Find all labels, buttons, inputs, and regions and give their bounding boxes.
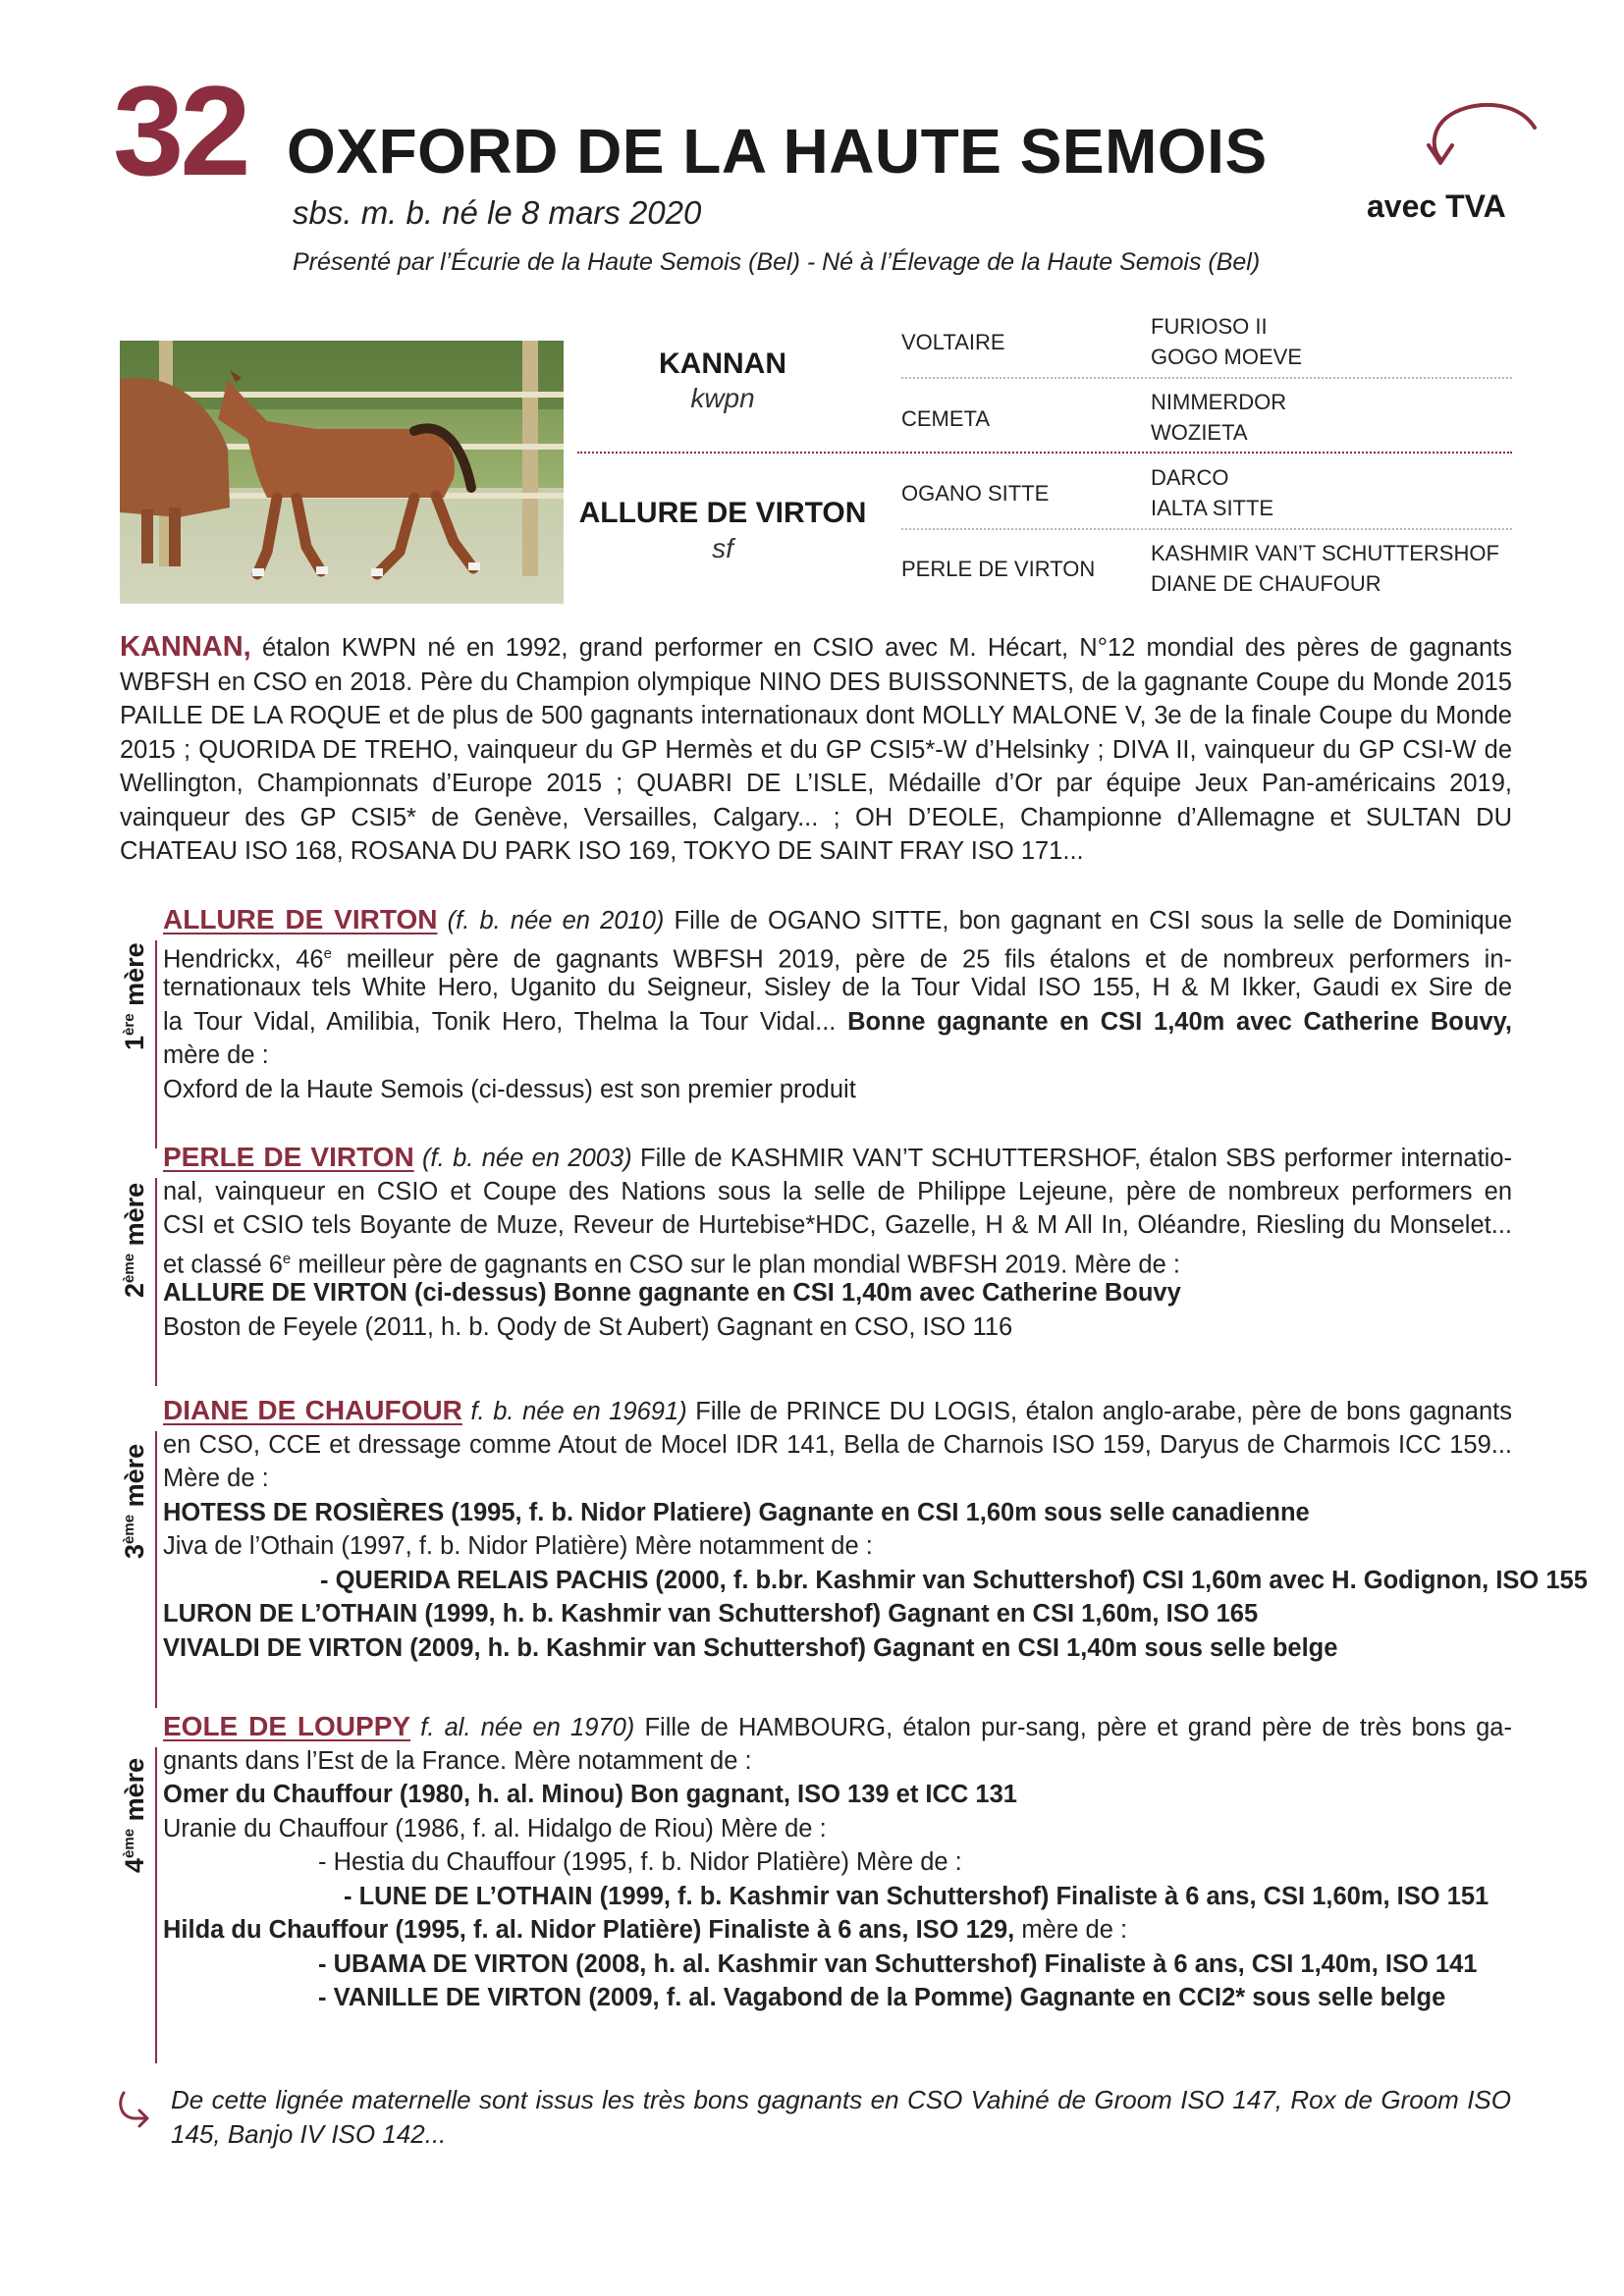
mere-description	[163, 1710, 1512, 2015]
divider	[577, 452, 1512, 454]
dam-studbook: sf	[712, 533, 733, 563]
mere-text-segment: Fille de PRINCE DU LOGIS, étalon anglo-arabe, père de bons gagnants	[686, 1398, 1513, 1425]
mere-generation-label	[120, 1444, 150, 1559]
mere-generation-word: mère	[120, 1443, 149, 1515]
mere-text-line	[163, 1243, 1512, 1277]
curved-arrow-icon	[1419, 98, 1546, 177]
mere-text-segment: HOTESS DE ROSIÈRES (1995, f. b. Nidor Platiere) Gagnante en CSI 1,60m sous selle canadienne	[163, 1498, 1310, 1526]
mere-generation-word: mère	[120, 1182, 149, 1254]
divider	[901, 377, 1512, 379]
dam-sire: OGANO SITTE	[901, 481, 1050, 506]
mere-text-line	[163, 1529, 1512, 1564]
mere-generation-number: 3	[120, 1543, 149, 1559]
mere-text-segment: ALLURE DE VIRTON (ci-dessus) Bonne gagnante en CSI 1,40m avec Catherine Bouvy	[163, 1279, 1181, 1307]
mere-text-line	[163, 1880, 1512, 1914]
horse-name: OXFORD DE LA HAUTE SEMOIS	[287, 116, 1268, 187]
mere-text-segment: la Tour Vidal, Amilibia, Tonik Hero, Thelma la Tour Vidal...	[163, 1007, 848, 1036]
mere-text-line	[163, 971, 1512, 1005]
ordinal-suffix: e	[323, 944, 332, 962]
mere-name: PERLE DE VIRTON	[163, 1142, 414, 1172]
mere-text-line	[163, 1845, 1512, 1880]
mere-birth-info: f. b. née en 19691)	[461, 1398, 687, 1425]
mere-vertical-bar	[155, 940, 157, 1148]
mere-text-segment: Uranie du Chauffour (1986, f. al. Hidalgo de Riou) Mère de :	[163, 1814, 827, 1842]
mere-text-line	[163, 1276, 1512, 1310]
mere-text-segment: - QUERIDA RELAIS PACHIS (2000, f. b.br. Kashmir van Schuttershof) CSI 1,60m avec H. Godignon, ISO 155	[320, 1566, 1588, 1594]
mere-text-line	[163, 1039, 1512, 1073]
mere-generation-word: mère	[120, 1757, 149, 1829]
mere-text-segment: VIVALDI DE VIRTON (2009, h. b. Kashmir van Schuttershof) Gagnant en CSI 1,40m sous selle belge	[163, 1633, 1338, 1662]
mere-birth-info: (f. b. née en 2010)	[437, 907, 665, 934]
mere-birth-info: (f. b. née en 2003)	[413, 1145, 632, 1172]
mere-text-segment: mère de :	[1014, 1916, 1128, 1944]
lot-number: 32	[113, 59, 247, 202]
ancestor-nimmerdor: NIMMERDOR	[1151, 390, 1287, 414]
mere-vertical-bar	[155, 1431, 157, 1708]
mere-text-line	[163, 903, 1512, 937]
presented-by: Présenté par l’Écurie de la Haute Semois (Bel) - Né à l’Élevage de la Haute Semois (Bel)	[293, 248, 1261, 276]
mere-text-segment: Oxford de la Haute Semois (ci-dessus) est son premier produit	[163, 1075, 856, 1103]
mere-text-line	[163, 1744, 1512, 1779]
mere-generation-number: 4	[120, 1857, 149, 1873]
mere-text-segment: - UBAMA DE VIRTON (2008, h. al. Kashmir van Schuttershof) Finaliste à 6 ans, CSI 1,40m, ISO 141	[318, 1949, 1478, 1978]
mere-text-line	[163, 1631, 1512, 1666]
mere-text-segment: nal, vainqueur en CSIO et Coupe des Nations sous la selle de Philippe Lejeune, père de nombreux performers en	[163, 1177, 1512, 1205]
mere-description	[163, 903, 1512, 1106]
ancestor-darco: DARCO	[1151, 465, 1229, 490]
mere-text-segment: - LUNE DE L’OTHAIN (1999, f. b. Kashmir van Schuttershof) Finaliste à 6 ans, CSI 1,60m, ISO 151	[344, 1882, 1489, 1910]
mere-text-line	[163, 1564, 1588, 1598]
mere-generation-label	[120, 942, 150, 1050]
mere-generation-suffix: ème	[121, 1514, 137, 1544]
mere-text-line	[163, 1208, 1512, 1243]
mere-generation-suffix: ème	[121, 1253, 137, 1283]
mere-text-line	[163, 1394, 1512, 1428]
mere-generation-suffix: ème	[121, 1828, 137, 1858]
mere-vertical-bar	[155, 1178, 157, 1386]
dam-dam: PERLE DE VIRTON	[901, 557, 1096, 581]
mere-text-segment: meilleur père de gagnants en CSO sur le plan mondial WBFSH 2019. Mère de :	[291, 1251, 1180, 1278]
sire-sire: VOLTAIRE	[901, 330, 1005, 354]
mere-text-segment: Hendrickx, 46	[163, 945, 324, 973]
mere-generation-suffix: ère	[121, 1013, 137, 1036]
mere-text-segment: gnants dans l’Est de la France. Mère notamment de :	[163, 1746, 752, 1775]
ancestor-ialta-sitte: IALTA SITTE	[1151, 496, 1274, 520]
mere-text-segment: meilleur père de gagnants WBFSH 2019, père de 25 fils étalons et de nombreux performers in-	[331, 945, 1512, 973]
mere-text-segment: Fille de OGANO SITTE, bon gagnant en CSI sous la selle de Dominique	[664, 907, 1512, 934]
mere-text-line	[163, 1948, 1512, 1982]
mere-text-line	[163, 1496, 1512, 1530]
ancestor-wozieta: WOZIETA	[1151, 420, 1248, 445]
mere-description	[163, 1141, 1512, 1344]
mere-text-segment: ternationaux tels White Hero, Uganito du Seigneur, Sisley de la Tour Vidal ISO 155, H & M Ikker, Gaudi ex Sire de	[163, 974, 1512, 1001]
footer-note: De cette lignée maternelle sont issus les très bons gagnants en CSO Vahiné de Groom ISO 147, Rox de Groom ISO 145, Banjo IV ISO 142...	[171, 2085, 1511, 2149]
mere-text-segment: et classé 6	[163, 1251, 283, 1278]
mere-text-segment: LURON DE L’OTHAIN (1999, h. b. Kashmir van Schuttershof) Gagnant en CSI 1,60m, ISO 165	[163, 1600, 1259, 1628]
mere-description	[163, 1394, 1588, 1665]
mere-text-segment: CSI et CSIO tels Boyante de Muze, Reveur de Hurtebise*HDC, Gazelle, H & M All In, Oléandre, Riesling du Monselet...	[163, 1211, 1512, 1239]
sire-name: KANNAN	[659, 347, 786, 380]
mere-text-line	[163, 1073, 1512, 1107]
mere-text-segment: Boston de Feyele (2011, h. b. Qody de St Aubert) Gagnant en CSO, ISO 116	[163, 1312, 1013, 1341]
sire-description-name: KANNAN,	[120, 631, 251, 663]
mere-text-line	[163, 1175, 1512, 1209]
mere-generation-label	[120, 1183, 150, 1298]
mere-text-line	[163, 1778, 1512, 1812]
mere-text-line	[163, 1710, 1512, 1744]
mere-text-line	[163, 1597, 1512, 1631]
mere-name: ALLURE DE VIRTON	[163, 904, 438, 934]
mere-text-line	[163, 1310, 1512, 1345]
ancestor-diane: DIANE DE CHAUFOUR	[1151, 571, 1381, 596]
mere-text-line	[163, 1812, 1512, 1846]
mere-text-segment: Bonne gagnante en CSI 1,40m avec Catherine Bouvy,	[847, 1007, 1512, 1036]
mere-text-segment: Fille de KASHMIR VAN’T SCHUTTERSHOF, étalon SBS performer internatio-	[631, 1145, 1512, 1172]
mere-name: EOLE DE LOUPPY	[163, 1711, 411, 1741]
mere-text-line	[163, 937, 1512, 972]
mere-generation-number: 2	[120, 1282, 149, 1298]
mere-text-line	[163, 1913, 1512, 1948]
sire-description-text: étalon KWPN né en 1992, grand performer en CSIO avec M. Hécart, N°12 mondial des pères de gagnants WBFSH en CSO en 2018. Père du Champion olympique NINO DES BUISSONNETS, de la gagnante Coupe du Monde 2015 PAILLE DE LA ROQUE et de plus de 500 gagnants internationaux dont MOLLY MALONE V, 3e de la finale Coupe du Monde 2015 ; QUORIDA DE TREHO, vainqueur du GP Hermès et du GP CSI5*-W d’Helsinky ; DIVA II, vainqueur du GP CSI-W de Wellington, Championnats d’Europe 2015 ; QUABRI DE L’ISLE, Médaille d’Or par équipe Jeux Pan-américains 2019, vainqueur des GP CSI5* de Genève, Versailles, Calgary... ; OH D’EOLE, Championne d’Allemagne et SULTAN DU CHATEAU ISO 168, ROSANA DU PARK ISO 169, TOKYO DE SAINT FRAY ISO 171...	[120, 634, 1512, 865]
mere-text-segment: mère de :	[163, 1041, 269, 1069]
mere-text-segment: - Hestia du Chauffour (1995, f. b. Nidor Platière) Mère de :	[318, 1848, 962, 1876]
sire-studbook: kwpn	[690, 383, 755, 413]
sire-dam: CEMETA	[901, 406, 991, 431]
mere-birth-info: f. al. née en 1970)	[410, 1714, 635, 1741]
divider	[901, 528, 1512, 530]
ancestor-gogo-moeve: GOGO MOEVE	[1151, 345, 1303, 369]
curved-arrow-down-right-icon	[116, 2089, 155, 2128]
mere-text-segment: - VANILLE DE VIRTON (2009, f. al. Vagabond de la Pomme) Gagnante en CCI2* sous selle belge	[318, 1984, 1446, 2011]
mere-generation-word: mère	[120, 942, 149, 1014]
mere-text-line	[163, 1981, 1512, 2015]
mere-text-segment: Mère de :	[163, 1465, 269, 1492]
mere-text-line	[163, 1141, 1512, 1175]
mere-vertical-bar	[155, 1747, 157, 2063]
ancestor-kashmir: KASHMIR VAN’T SCHUTTERSHOF	[1151, 541, 1499, 565]
mere-text-line	[163, 1428, 1512, 1463]
sire-description	[120, 630, 1512, 869]
horse-photo	[120, 341, 564, 604]
mere-text-segment: Omer du Chauffour (1980, h. al. Minou) Bon gagnant, ISO 139 et ICC 131	[163, 1781, 1017, 1808]
mere-text-segment: Jiva de l’Othain (1997, f. b. Nidor Platière) Mère notamment de :	[163, 1532, 873, 1560]
horse-subtitle: sbs. m. b. né le 8 mars 2020	[293, 194, 702, 231]
mere-text-segment: Hilda du Chauffour (1995, f. al. Nidor Platière) Finaliste à 6 ans, ISO 129,	[163, 1916, 1015, 1944]
mere-generation-number: 1	[120, 1035, 149, 1050]
ordinal-suffix: e	[282, 1250, 292, 1267]
mere-text-segment: Fille de HAMBOURG, étalon pur-sang, père et grand père de très bons ga-	[634, 1714, 1512, 1741]
mere-generation-label	[120, 1758, 150, 1873]
dam-name: ALLURE DE VIRTON	[578, 497, 867, 529]
mere-text-line	[163, 1462, 1512, 1496]
mere-text-line	[163, 1005, 1512, 1040]
mere-name: DIANE DE CHAUFOUR	[163, 1395, 462, 1425]
mere-text-segment: en CSO, CCE et dressage comme Atout de Mocel IDR 141, Bella de Charnois ISO 159, Daryus de Charmois ICC 159...	[163, 1430, 1512, 1459]
tva-label: avec TVA	[1367, 188, 1506, 224]
ancestor-furioso: FURIOSO II	[1151, 314, 1268, 339]
